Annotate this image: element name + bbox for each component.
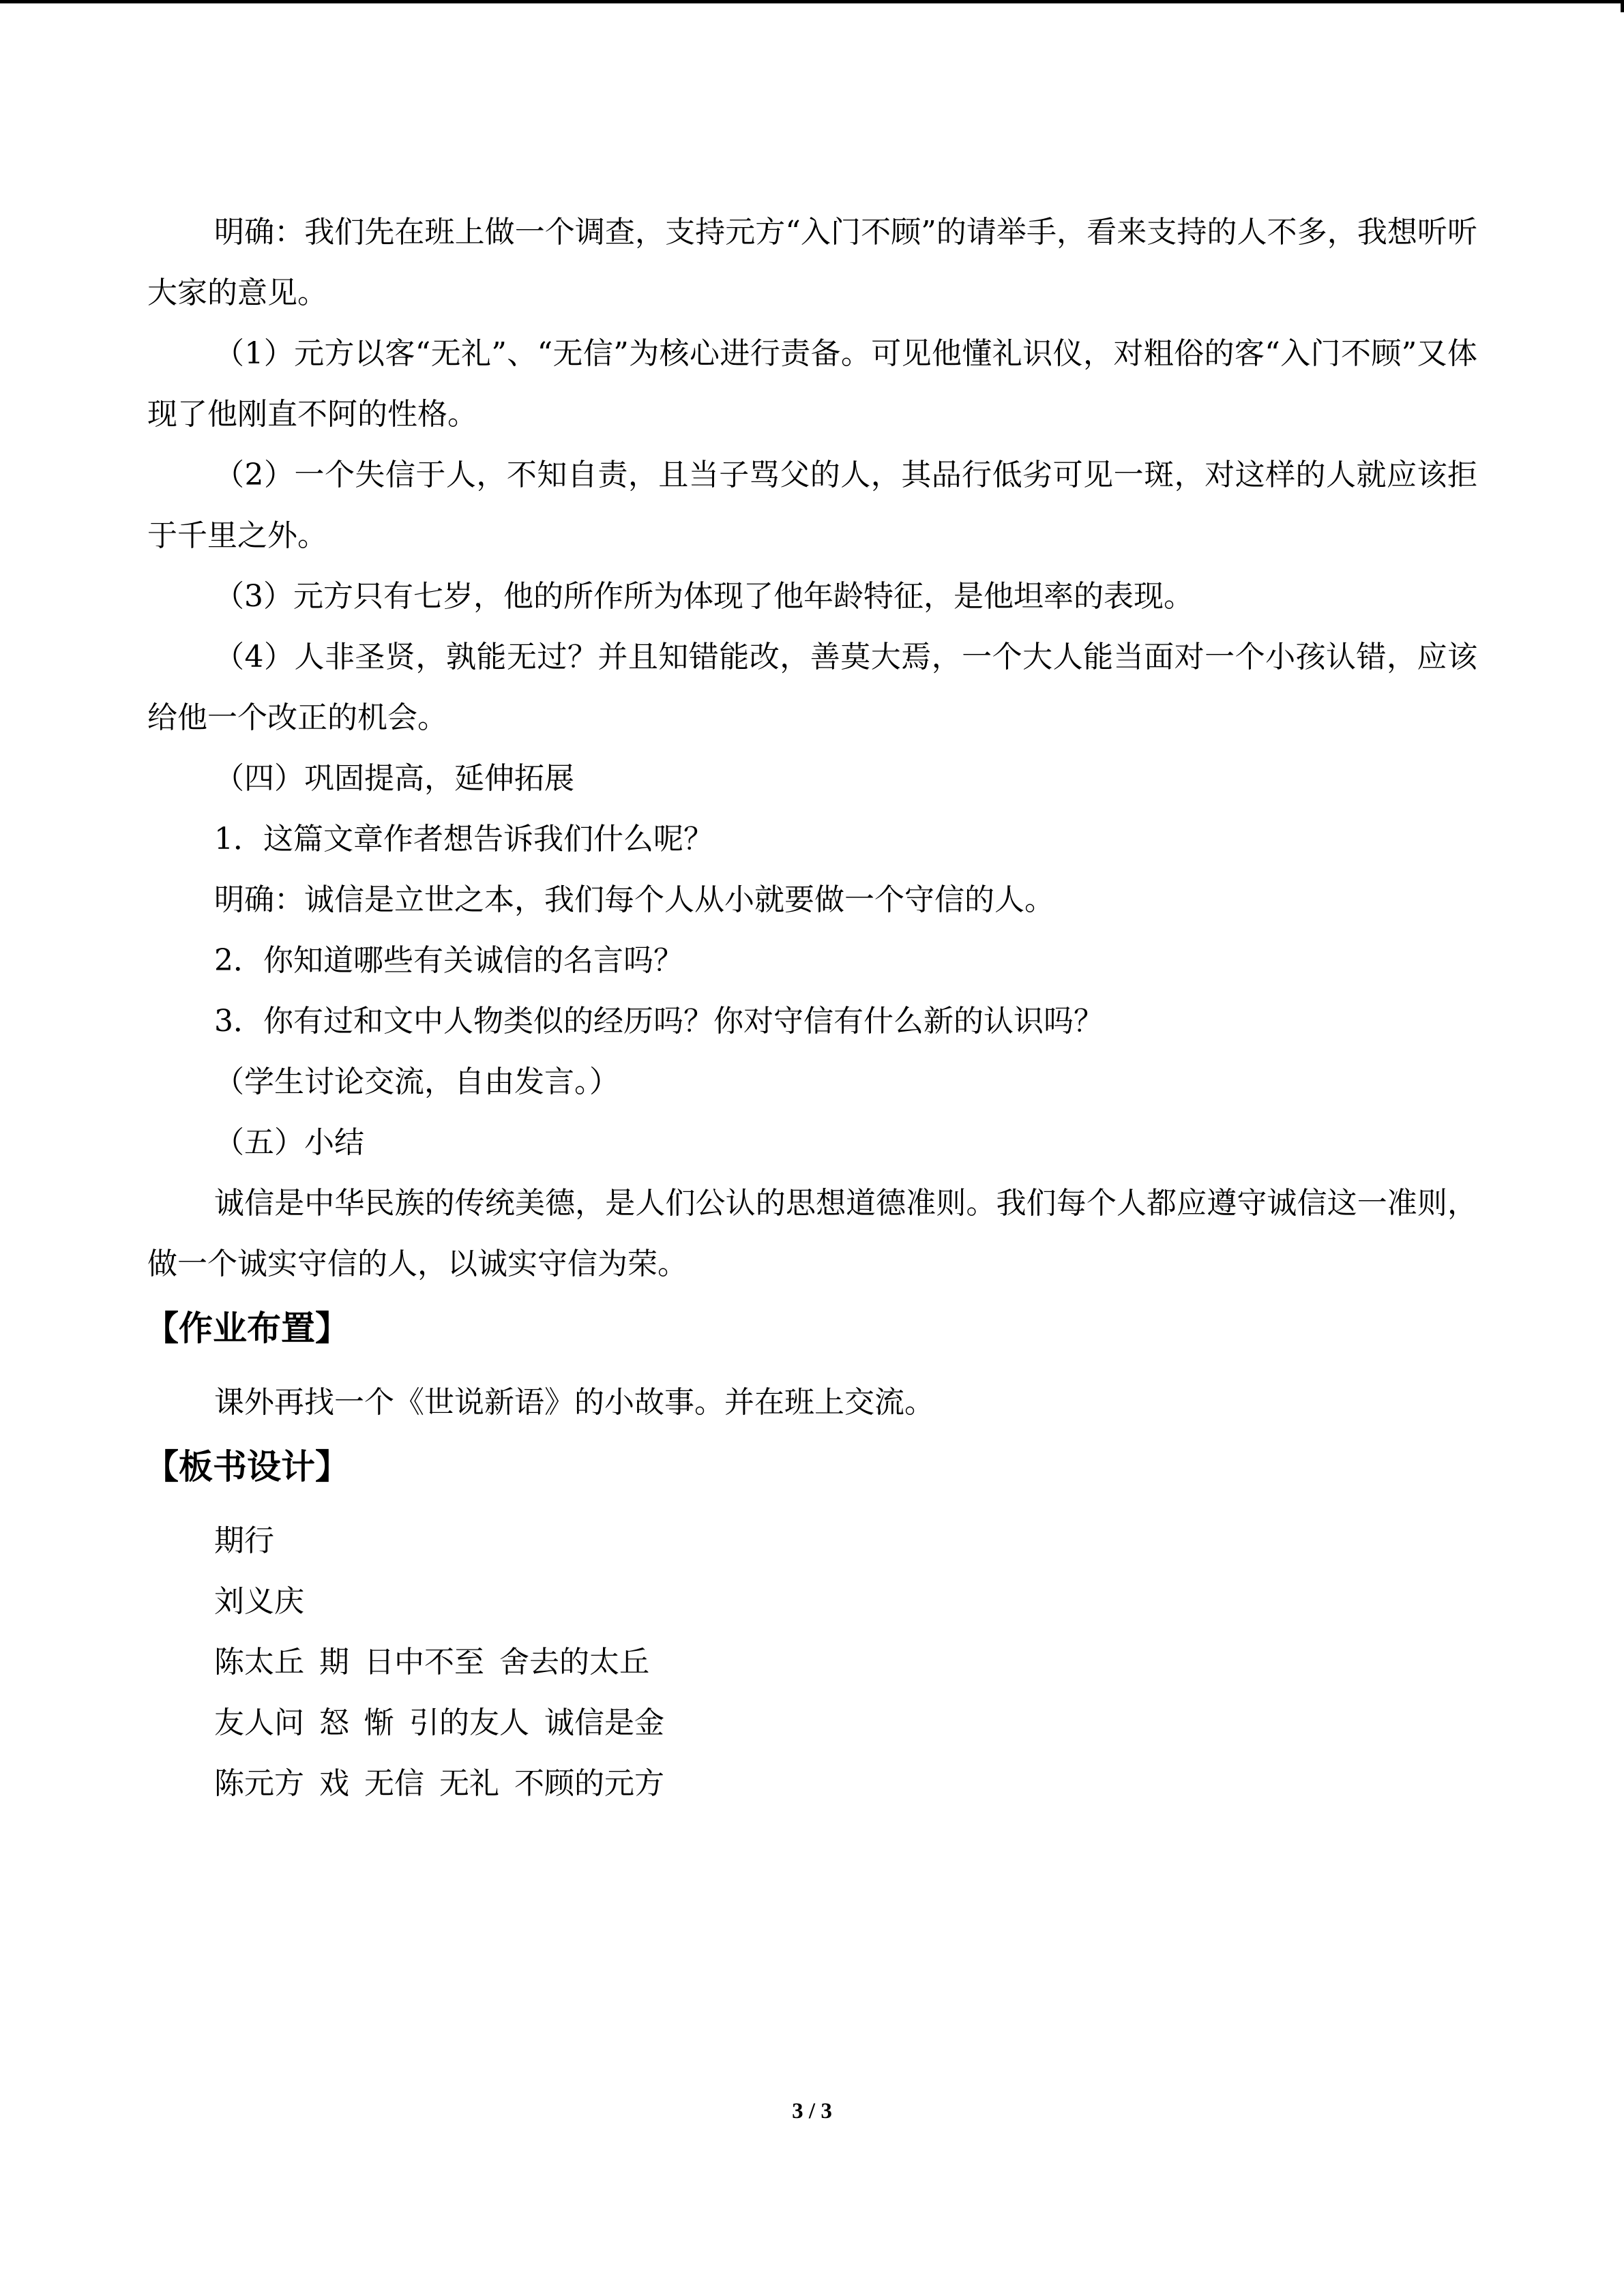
board-cell: 怒 [319,1705,349,1740]
corner-mark [1621,0,1624,12]
board-cell: 不顾的元方 [514,1766,664,1801]
page-number: 3 / 3 [792,2099,832,2123]
question-3: 3．你有过和文中人物类似的经历吗？你对守信有什么新的认识吗？ [214,1004,1104,1039]
discussion-note: （学生讨论交流，自由发言。） [214,1064,619,1099]
question-2: 2．你知道哪些有关诚信的名言吗？ [214,943,683,978]
board-cell: 陈太丘 [214,1645,304,1680]
question-1: 1．这篇文章作者想告诉我们什么呢？ [214,822,713,856]
board-cell: 舍去的太丘 [499,1645,649,1680]
section-4-title: （四）巩固提高，延伸拓展 [214,761,574,796]
top-border-rule [0,0,1624,3]
board-cell: 诚信是金 [544,1705,664,1740]
summary-paragraph: 诚信是中华民族的传统美德，是人们公认的思想道德准则。我们每个人都应遵守诚信这一准则，做一个诚实守信的人，以诚实守信为荣。 [147,1186,1477,1281]
board-cell: 陈元方 [214,1766,304,1801]
board-row-taiqiu [147,1632,1477,1693]
board-design-heading: 【板书设计】 [145,1447,349,1487]
section-5-title: （五）小结 [214,1125,364,1160]
paragraph-clarify-survey: 明确：我们先在班上做一个调查，支持元方“入门不顾”的请举手，看来支持的人不多，我想听听大家的意见。 [147,215,1477,310]
board-title: 期行 [214,1523,274,1558]
board-cell: 戏 [319,1766,349,1801]
board-cell: 无信 [364,1766,424,1801]
homework-text: 课外再找一个《世说新语》的小故事。并在班上交流。 [214,1385,934,1420]
board-cell: 惭 [364,1705,394,1740]
paragraph-point-4: （4）人非圣贤，孰能无过？并且知错能改，善莫大焉，一个大人能当面对一个小孩认错，应该给他一个改正的机会。 [147,640,1477,735]
paragraph-point-1: （1）元方以客“无礼”、“无信”为核心进行责备。可见他懂礼识仪，对粗俗的客“入门不顾”又体现了他刚直不阿的性格。 [147,336,1477,432]
board-cell: 引的友人 [409,1705,529,1740]
board-author: 刘义庆 [214,1584,304,1619]
board-cell: 日中不至 [364,1645,484,1680]
paragraph-point-3: （3）元方只有七岁，他的所作所为体现了他年龄特征，是他坦率的表现。 [214,579,1194,614]
homework-heading: 【作业布置】 [145,1309,349,1348]
spacer [147,1501,1477,1510]
board-cell: 友人问 [214,1705,304,1740]
document-body [147,202,1477,1814]
board-row-friend [147,1693,1477,1753]
spacer [147,1362,1477,1372]
answer-1: 明确：诚信是立世之本，我们每个人从小就要做一个守信的人。 [214,882,1054,917]
board-cell: 期 [319,1645,349,1680]
board-row-yuanfang [147,1753,1477,1814]
board-cell: 无礼 [439,1766,499,1801]
paragraph-point-2: （2）一个失信于人，不知自责，且当子骂父的人，其品行低劣可见一斑，对这样的人就应该拒于千里之外。 [147,458,1477,553]
